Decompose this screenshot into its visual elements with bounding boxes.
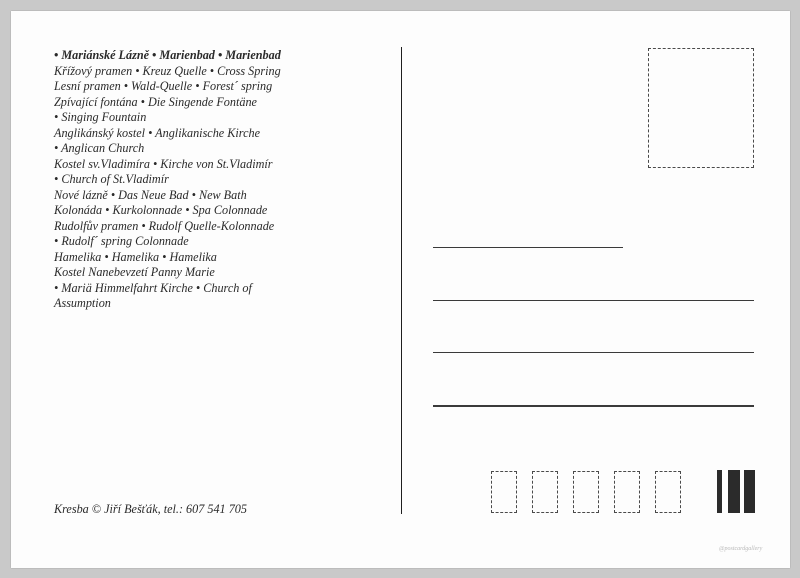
picture-captions xyxy=(54,48,384,312)
caption-line: • Rudolf´ spring Colonnade xyxy=(54,234,189,248)
caption-line: Anglikánský kostel • Anglikanische Kirche xyxy=(54,125,260,140)
address-line[interactable] xyxy=(433,300,754,301)
code-mark-bar xyxy=(728,470,740,513)
stamp-placeholder xyxy=(648,48,754,168)
caption-line: • Singing Fountain xyxy=(54,110,147,124)
watermark: @postcardgallery xyxy=(719,546,763,552)
caption-line: Křížový pramen • Kreuz Quelle • Cross Spring xyxy=(54,63,281,78)
center-divider xyxy=(401,47,402,514)
address-line[interactable] xyxy=(433,247,623,248)
caption-line: Kostel Nanebevzetí Panny Marie xyxy=(54,265,215,279)
caption-line: • Church of St.Vladimír xyxy=(54,172,169,186)
caption-line: Kolonáda • Kurkolonnade • Spa Colonnade xyxy=(54,203,268,217)
caption-line: Rudolfův pramen • Rudolf Quelle-Kolonnade xyxy=(54,218,275,233)
caption-line: • Mariä Himmelfahrt Kirche • Church of xyxy=(54,280,252,295)
postal-code-box[interactable] xyxy=(532,471,558,513)
caption-line: Hamelika • Hamelika • Hamelika xyxy=(54,249,217,264)
address-line[interactable] xyxy=(433,352,754,353)
code-mark-bar xyxy=(744,470,755,513)
address-line[interactable] xyxy=(433,405,754,407)
caption-line: Lesní pramen • Wald-Quelle • Forest´ spring xyxy=(54,79,273,93)
caption-line: Kostel sv.Vladimíra • Kirche von St.Vladimír xyxy=(54,156,273,171)
caption-line: Assumption xyxy=(54,296,111,310)
postal-code-box[interactable] xyxy=(573,471,599,513)
postal-code-box[interactable] xyxy=(491,471,517,513)
postal-code-box[interactable] xyxy=(614,471,640,513)
caption-line: • Anglican Church xyxy=(54,141,145,155)
caption-title: • Mariánské Lázně • Marienbad • Marienbad xyxy=(54,48,281,62)
postal-code-box[interactable] xyxy=(655,471,681,513)
caption-line: Zpívající fontána • Die Singende Fontäne xyxy=(54,94,257,109)
caption-line: Nové lázně • Das Neue Bad • New Bath xyxy=(54,187,247,202)
code-mark-bar xyxy=(717,470,722,513)
artist-credit: Kresba © Jiří Bešťák, tel.: 607 541 705 xyxy=(54,502,247,516)
